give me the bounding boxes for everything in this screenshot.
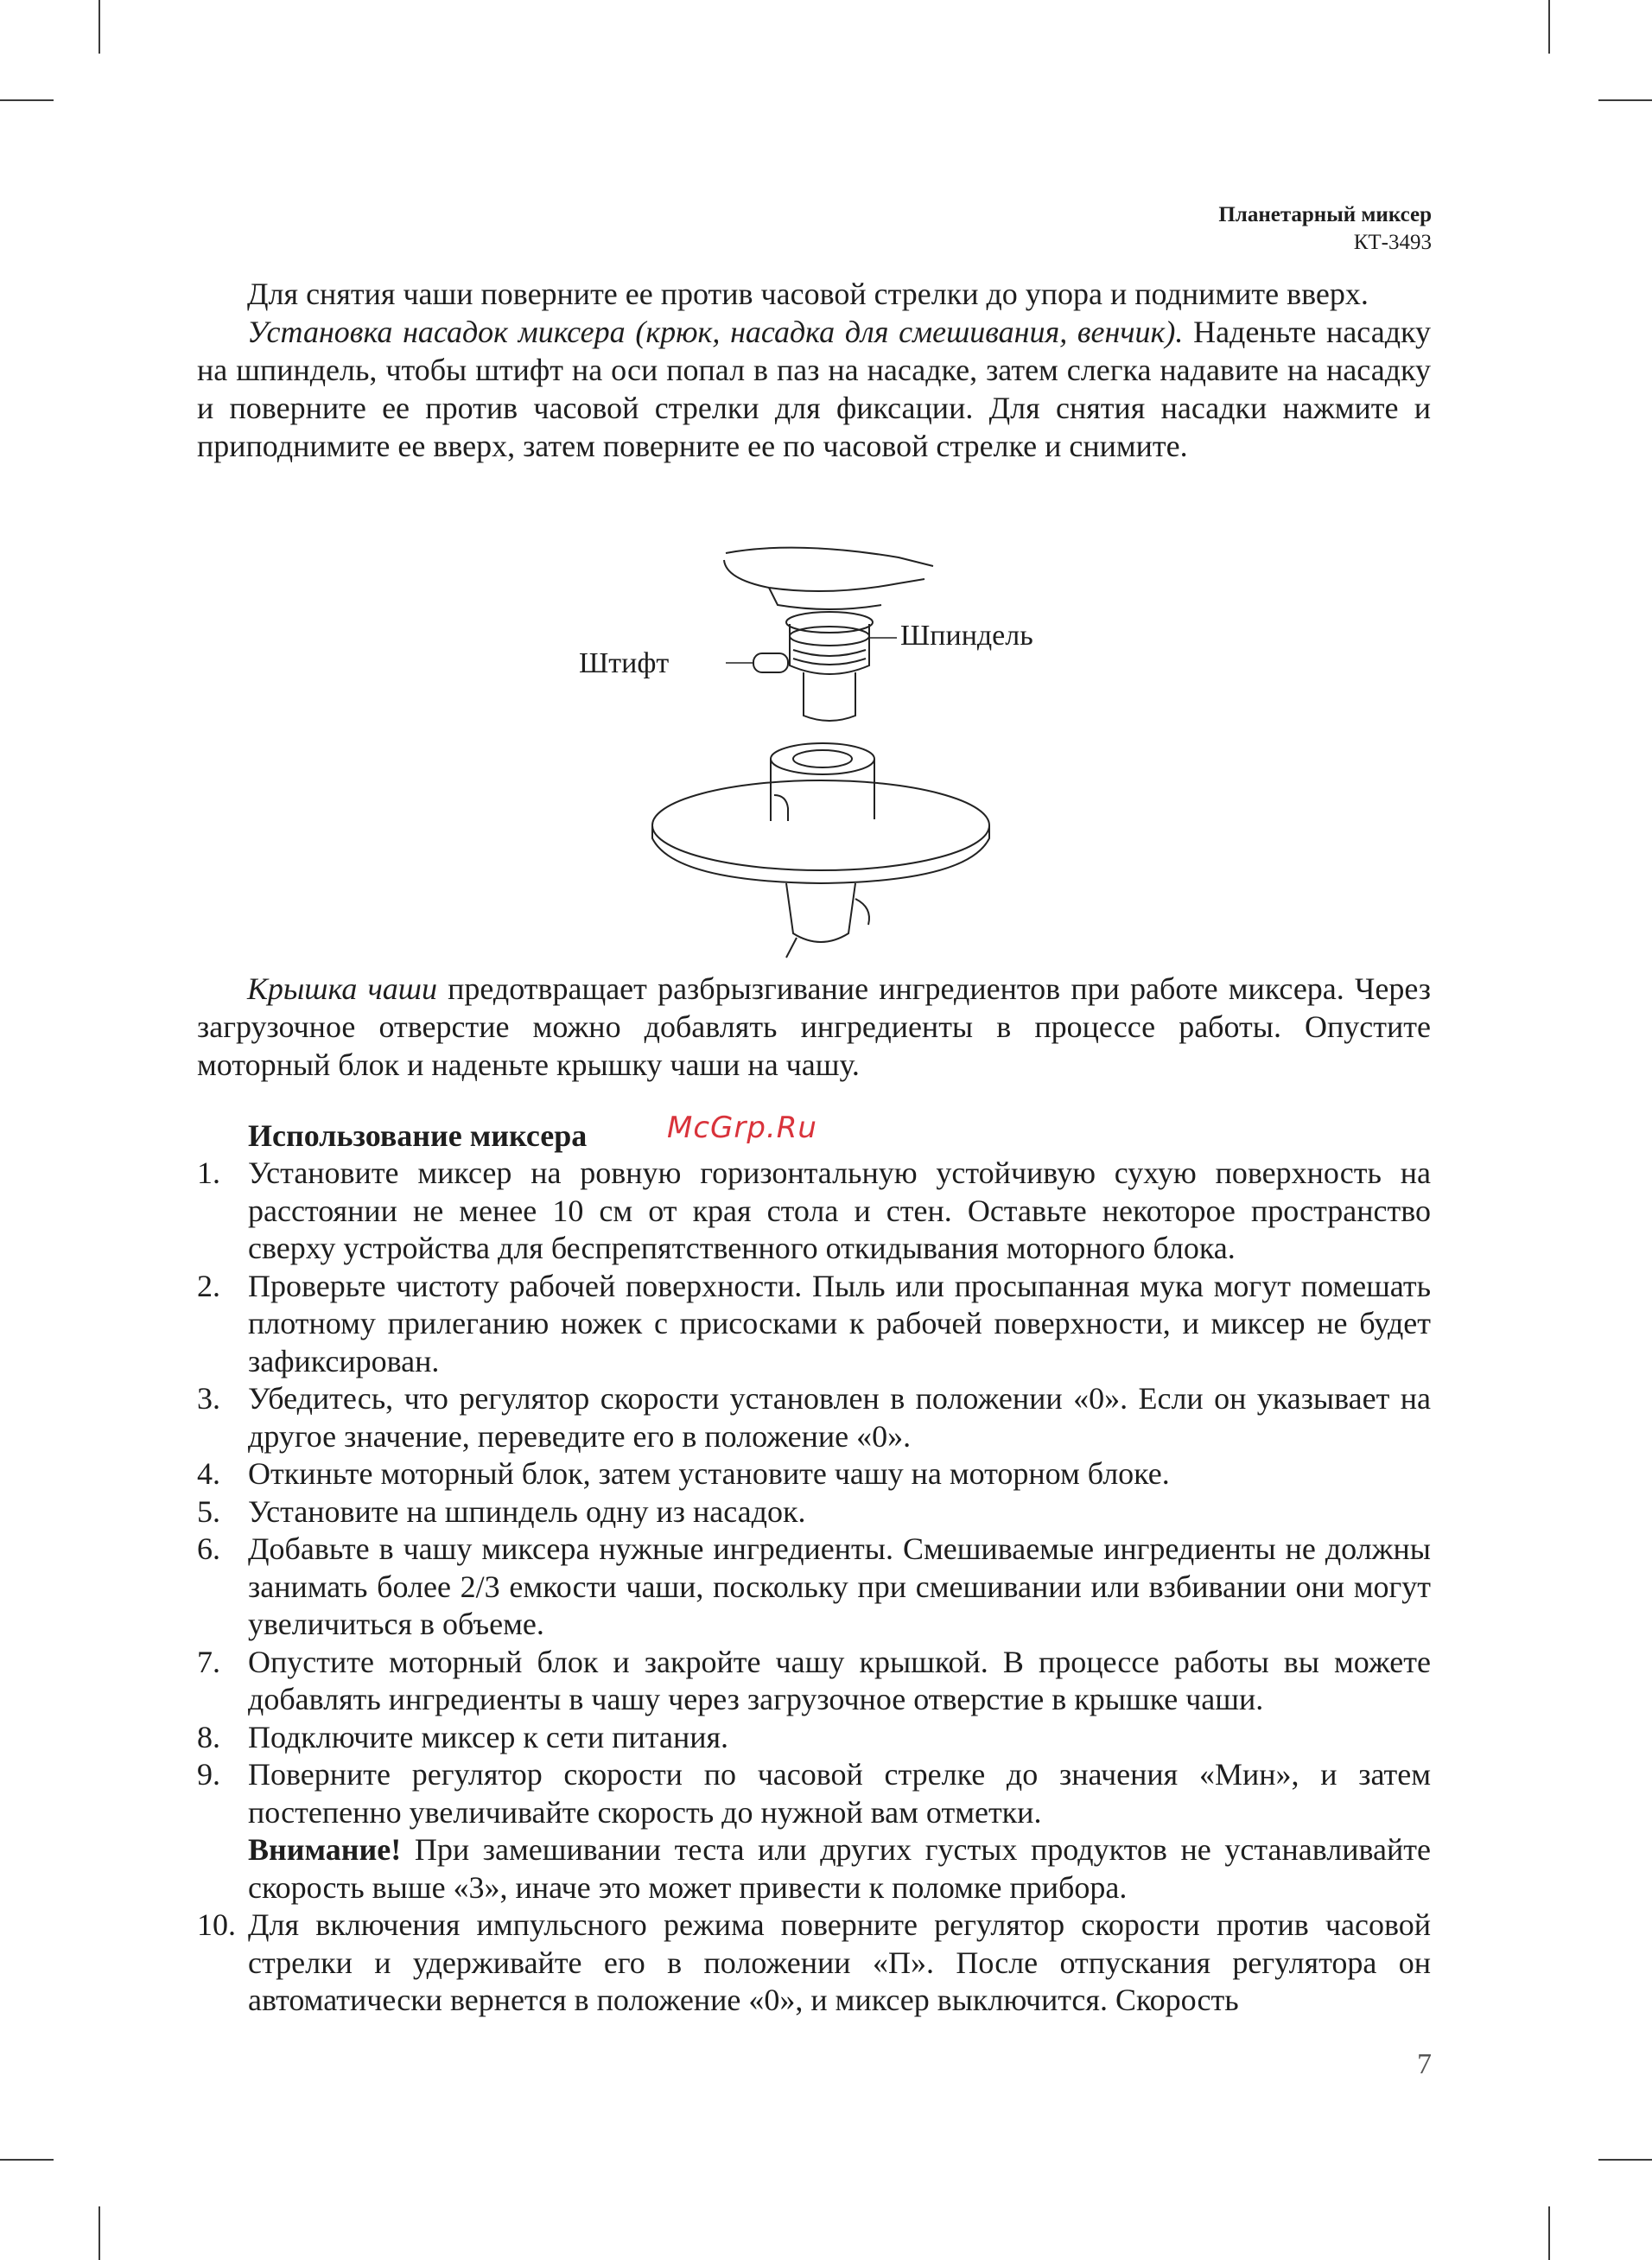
base-plate	[652, 780, 989, 870]
step-text: Установите на шпиндель одну из насадок.	[248, 1493, 806, 1529]
step-text: Поверните регулятор скорости по часовой стрелке до значения «Мин», и затем постепенно увеличивайте скорость до нужной вам отметки.	[248, 1757, 1431, 1830]
intro-paragraph-2	[197, 313, 1431, 465]
step-text: Установите миксер на ровную горизонтальную устойчивую сухую поверхность на расстоянии не менее 10 см от края стола и стен. Оставьте некоторое пространство сверху устройства для беспрепятственного откидывания моторного блока.	[248, 1155, 1431, 1265]
step-text: Проверьте чистоту рабочей поверхности. Пыль или просыпанная мука могут помешать плотному прилеганию ножек с присосками к рабочей поверхности, и миксер не будет зафиксирован.	[248, 1268, 1431, 1378]
step-number: 8.	[197, 1719, 220, 1754]
step-text: Опустите моторный блок и закройте чашу крышкой. В процессе работы вы можете добавлять ингредиенты в чашу через загрузочное отверстие в крышке чаши.	[248, 1644, 1431, 1716]
step-number: 9.	[197, 1757, 220, 1792]
list-item	[197, 1455, 1431, 1493]
running-header	[1218, 201, 1432, 257]
motor-head-edge	[724, 560, 899, 591]
list-item	[197, 1756, 1431, 1907]
spindle-drawing	[570, 544, 1054, 959]
pin-label: Штифт	[579, 647, 670, 679]
shaft	[804, 672, 855, 721]
crop-mark	[1598, 2159, 1652, 2161]
list-item	[197, 1531, 1431, 1644]
list-item	[197, 1644, 1431, 1719]
list-item	[197, 1155, 1431, 1268]
motor-head	[726, 548, 933, 566]
lower-shaft	[786, 883, 855, 942]
spindle-body	[790, 624, 869, 674]
crop-mark	[1548, 0, 1550, 54]
step-text: Убедитесь, что регулятор скорости установлен в положении «0». Если он указывает на другое значение, переведите его в положение «0».	[248, 1381, 1431, 1454]
step-number: 4.	[197, 1456, 220, 1491]
crop-mark	[0, 2159, 54, 2161]
attachments-heading: Установка насадок миксера (крюк, насадка для смешивания, венчик).	[247, 315, 1184, 349]
lid-heading: Крышка чаши	[247, 971, 437, 1006]
step-number: 10.	[197, 1907, 236, 1942]
list-item	[197, 1493, 1431, 1531]
attachments-text: Наденьте насадку на шпиндель, чтобы штифт на оси попал в паз на насадке, затем слегка надавите на насадку и поверните ее против часовой стрелки для фиксации. Для снятия насадки нажмите и приподнимите ее вверх, затем поверните ее по часовой стрелке и снимите.	[197, 315, 1431, 463]
intro-text	[197, 275, 1431, 465]
crop-mark	[1598, 99, 1652, 101]
spindle-ring-2	[790, 627, 869, 646]
section-title: Использование миксера	[248, 1118, 588, 1153]
step-text: Для включения импульсного режима поверните регулятор скорости против часовой стрелки и удерживайте его в положении «П». После отпускания регулятора он автоматически вернется в положение «0», и миксер выключится. Скорость	[248, 1907, 1431, 2017]
step-number: 3.	[197, 1381, 220, 1416]
warning-label: Внимание!	[248, 1832, 402, 1867]
base-plate-edge	[652, 825, 989, 883]
crop-mark	[98, 2206, 100, 2260]
lid-paragraph	[197, 970, 1431, 1084]
step-number: 2.	[197, 1268, 220, 1303]
header-model: КТ-3493	[1353, 231, 1432, 254]
step-number: 7.	[197, 1644, 220, 1679]
list-item	[197, 1907, 1431, 2020]
list-item	[197, 1268, 1431, 1381]
list-item	[197, 1719, 1431, 1757]
warning-note	[248, 1831, 1431, 1907]
step-text: Подключите миксер к сети питания.	[248, 1719, 729, 1754]
pin-shape	[753, 653, 788, 672]
spindle-label: Шпиндель	[900, 620, 1033, 652]
lid-text	[197, 970, 1431, 1084]
steps-list	[197, 1155, 1431, 2020]
step-number: 6.	[197, 1531, 220, 1566]
crop-mark	[0, 99, 54, 101]
page-number: 7	[1417, 2048, 1432, 2080]
crop-mark	[1548, 2206, 1550, 2260]
intro-paragraph-1: Для снятия чаши поверните ее против часовой стрелки до упора и поднимите вверх.	[247, 277, 1369, 311]
lid-description: предотвращает разбрызгивание ингредиентов при работе миксера. Через загрузочное отверстие можно добавлять ингредиенты в процессе работы. Опустите моторный блок и наденьте крышку чаши на чашу.	[197, 971, 1431, 1082]
warning-text: При замешивании теста или других густых продуктов не устанавливайте скорость выше «3», иначе это может привести к поломке прибора.	[248, 1832, 1431, 1905]
step-text: Откиньте моторный блок, затем установите чашу на моторном блоке.	[248, 1456, 1170, 1491]
header-title: Планетарный миксер	[1218, 203, 1432, 226]
step-number: 5.	[197, 1493, 220, 1529]
list-item	[197, 1380, 1431, 1455]
step-number: 1.	[197, 1155, 220, 1190]
coupling-top	[771, 743, 874, 774]
coupling-hole	[793, 750, 852, 767]
crop-mark	[98, 0, 100, 54]
spindle-illustration	[570, 544, 1054, 959]
step-text: Добавьте в чашу миксера нужные ингредиенты. Смешиваемые ингредиенты не должны занимать более 2/3 емкости чаши, поскольку при смешивании или взбивании они могут увеличиться в объеме.	[248, 1531, 1431, 1641]
watermark: McGrp.Ru	[667, 1111, 817, 1145]
